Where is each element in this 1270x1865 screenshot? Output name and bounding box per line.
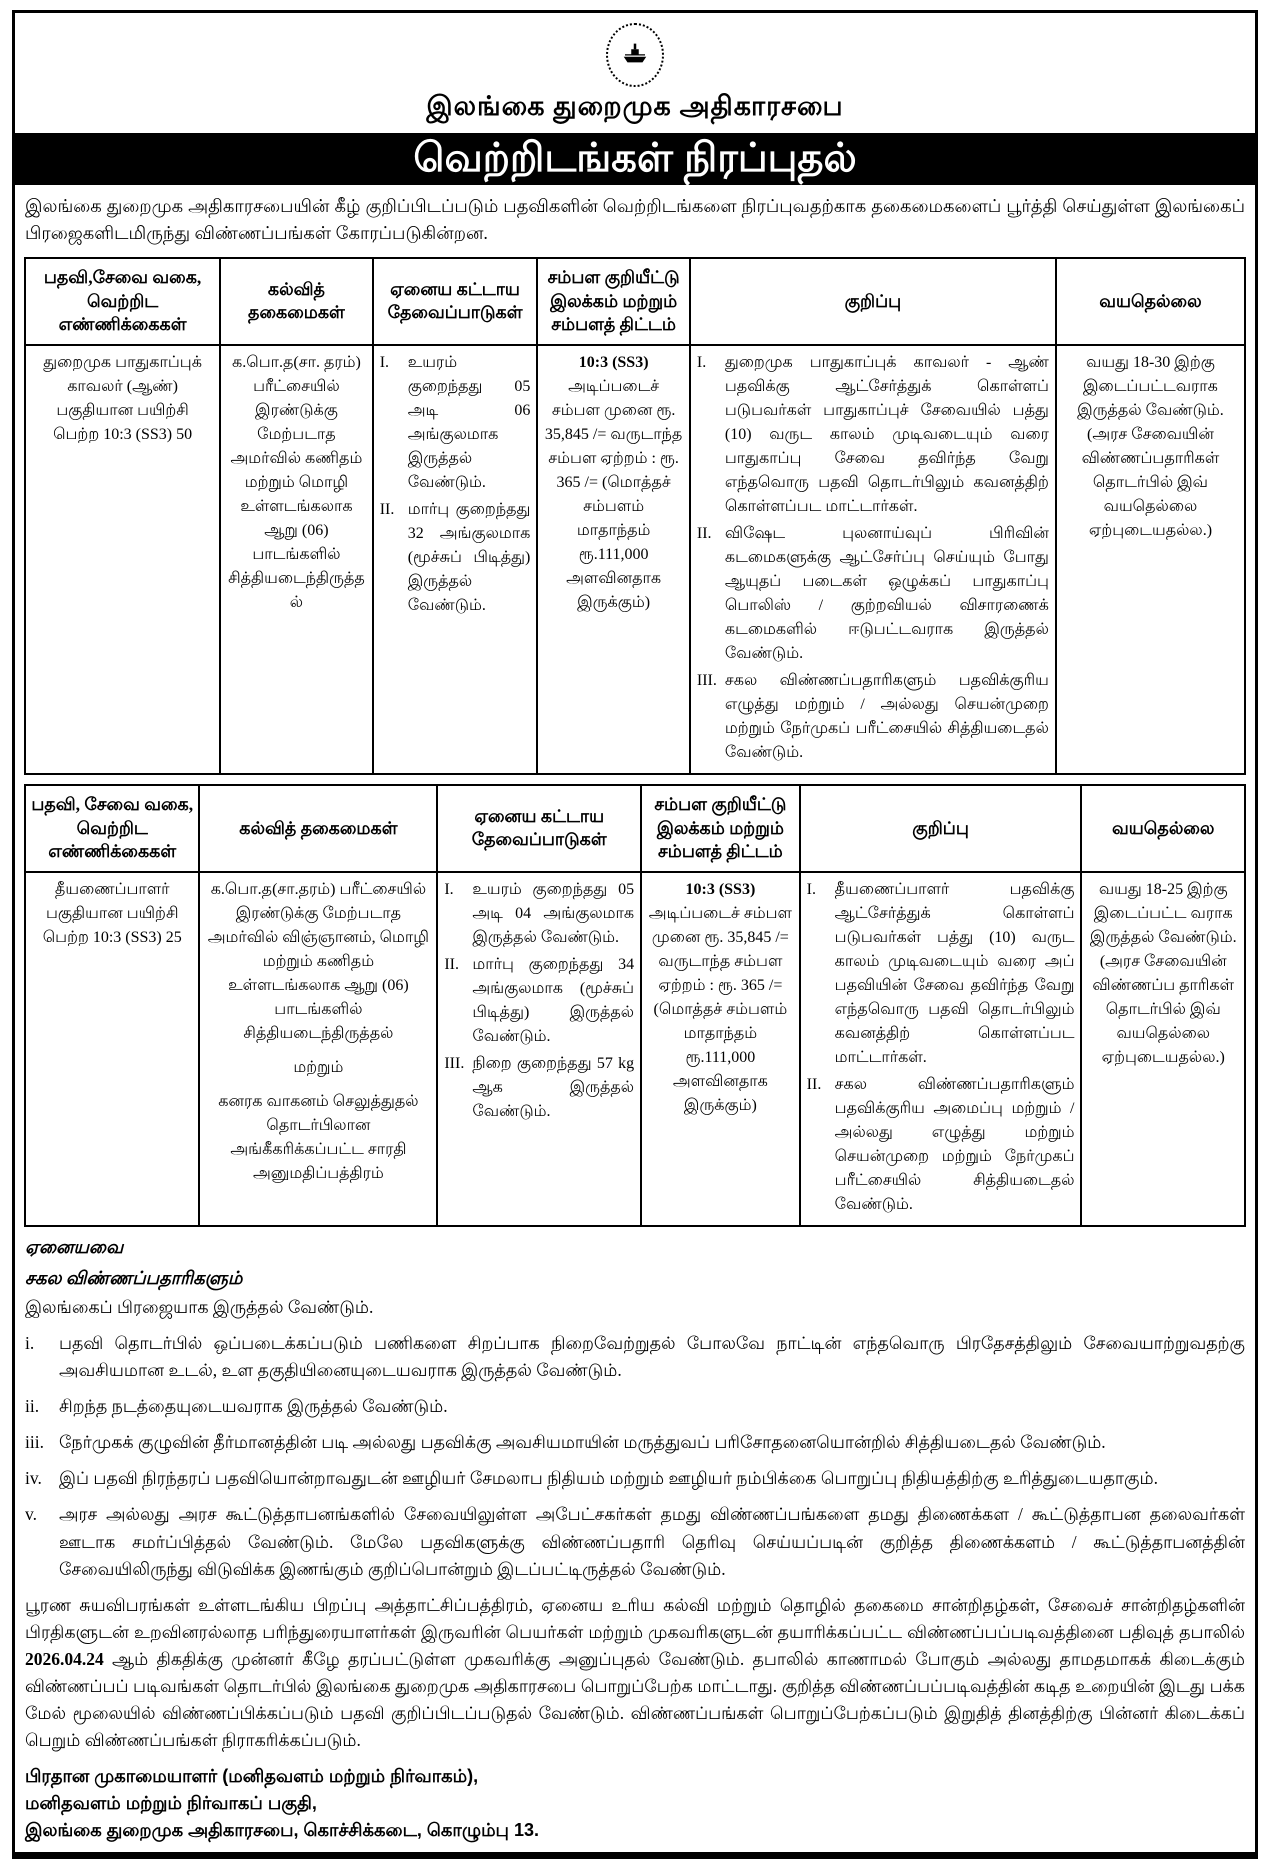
requirement-item (380, 498, 531, 618)
item-text: அரச அல்லது அரச கூட்டுத்தாபனங்களில் சேவையிலுள்ள அபேட்சகர்கள் தமது விண்ணப்பங்களை தமது திணைக்கள / கூட்டுத்தாபன தலைவர்கள் ஊடாக சமர்ப்பித்தல் வேண்டும். மேலே பதவிகளுக்கு விண்ணப்பதாரி தெரிவு செய்யப்படின் குறித்த திணைக்களம் / கூட்டுத்தாபனத்தின் சேவையிலிருந்து விடுவிக்க இணங்கும் குறிப்பொன்றும் இடப்பட்டிருத்தல் வேண்டும். (59, 1504, 1245, 1579)
signature-block (25, 1763, 1245, 1844)
signatory-title: பிரதான முகாமையாளர் (மனிதவளம் மற்றும் நிர்வாகம்), (25, 1765, 479, 1786)
item-text: நிறை குறைந்தது 57 kg ஆக இருத்தல் வேண்டும். (472, 1054, 635, 1120)
item-text: துறைமுக பாதுகாப்புக் காவலர் - ஆண் பதவிக்கு ஆட்சேர்த்துக் கொள்ளப் படுபவர்கள் பாதுகாப்புச் சேவையில் பத்து (10) வருட காலம் முடிவடையும் வரை பாதுகாப்பு சேவை தவிர்ந்த வேறு எந்தவொரு பதவி தொடர்பிலும் கவனத்திற் கொள்ளப்பட மாட்டார்கள். (724, 353, 1049, 515)
table2-header-education: கல்வித் தகைமைகள் (199, 785, 437, 872)
item-marker: III. (696, 671, 717, 689)
table2-cell-education (199, 872, 437, 1226)
citizenship-requirement: இலங்கைப் பிரஜையாக இருத்தல் வேண்டும். (25, 1296, 374, 1317)
vacancy-table-2 (24, 784, 1246, 1227)
item-marker: III. (444, 1054, 465, 1072)
item-marker: II. (379, 500, 395, 518)
note-item (807, 878, 1075, 1070)
table1-cell-post: துறைமுக பாதுகாப்புக் காவலர் (ஆண்) பகுதியான பயிற்சி பெற்ற 10:3 (SS3) 50 (25, 345, 220, 774)
table1-row-port-security-guard (25, 345, 1245, 774)
education-block: கனரக வாகனம் செலுத்துதல் தொடர்பிலான அங்கீகரிக்கப்பட்ட சாரதி அனுமதிப்பத்திரம் (218, 1092, 419, 1182)
table1-header-other: ஏனைய கட்டாய தேவைப்பாடுகள் (373, 258, 538, 345)
table1-cell-notes (690, 345, 1056, 774)
requirement-item (444, 1052, 634, 1124)
salary-body: அடிப்படைச் சம்பள முனை ரூ. 35,845 /= வருடாந்த சம்பள ஏற்றம் : ரூ. 365 /= (மொத்தச் சம்பளம் மாதாந்தம் ரூ.111,000 அளவினதாக இருக்கும்) (648, 904, 792, 1114)
table2-cell-notes (800, 872, 1082, 1226)
item-marker: I. (806, 880, 816, 898)
application-instructions (25, 1592, 1245, 1755)
table1-header-age: வயதெல்லை (1056, 258, 1245, 345)
item-text: தீயணைப்பாளர் பதவிக்கு ஆட்சேர்த்துக் கொள்ளப் படுபவர்கள் பத்து (10) வருட காலம் முடிவடையும் வரை அப் பதவியின் சேவை தவிர்ந்த வேறு எந்தவொரு பதவி தொடர்பிலும் கவனத்திற் கொள்ளப்பட மாட்டார்கள். (834, 880, 1075, 1066)
masthead (24, 19, 1246, 128)
signatory-division: மனிதவளம் மற்றும் நிர்வாகப் பகுதி, (25, 1792, 317, 1813)
signatory-address: இலங்கை துறைமுக அதிகாரசபை, கொச்சிக்கடை, கொழும்பு 13. (25, 1819, 539, 1840)
salary-body: அடிப்படைச் சம்பள முனை ரூ. 35,845 /= வருடாந்த சம்பள ஏற்றம் : ரூ. 365 /= (மொத்தச் சம்பளம் மாதாந்தம் ரூ.111,000 அளவினதாக இருக்கும்) (544, 377, 683, 611)
salary-code: 10:3 (SS3) (685, 880, 756, 898)
item-text: இப் பதவி நிரந்தரப் பதவியொன்றாவதுடன் ஊழியர் சேமலாப நிதியம் மற்றும் ஊழியர் நம்பிக்கை பொறுப்பு நிதியத்திற்கு உரித்துடையதாகும். (59, 1468, 1158, 1489)
requirement-item (380, 351, 531, 495)
note-item (807, 1073, 1075, 1217)
vacancy-table-1 (24, 257, 1246, 775)
item-text: மார்பு குறைந்தது 32 அங்குலமாக (மூச்சுப் பிடித்து) இருத்தல் வேண்டும். (407, 500, 531, 614)
item-marker: i. (25, 1332, 35, 1353)
all-applicants-subheading: சகல விண்ணப்பதாரிகளும் (25, 1267, 243, 1288)
condition-item-v (25, 1501, 1245, 1582)
item-text: மார்பு குறைந்தது 34 அங்குலமாக (மூச்சுப் பிடித்து) இருத்தல் வேண்டும். (472, 955, 635, 1045)
item-marker: II. (444, 955, 459, 973)
education-block: மற்றும் (293, 1058, 344, 1076)
instructions-part2: ஆம் திகதிக்கு முன்னர் கீழே தரப்பட்டுள்ள முகவரிக்கு அனுப்புதல் வேண்டும். தபாலில் காணாமல் போகும் அல்லது தாமதமாகக் கிடைக்கும் விண்ணப்பப் படிவங்கள் தொடர்பில் இலங்கை துறைமுக அதிகாரசபை பொறுப்பேற்க மாட்டாது. குறித்த விண்ணப்பப்படிவத்தின் கடித உறையின் இடது பக்க மேல் மூலையில் விண்ணப்பிக்கப்படும் பதவி குறிப்பிடப்படுதல் வேண்டும். விண்ணப்பங்கள் பொறுப்பேற்கப்படும் இறுதித் தினத்திற்கு பின்னர் கிடைக்கப் பெறும் விண்ணப்பங்கள் நிராகரிக்கப்படும். (25, 1649, 1245, 1751)
table2-cell-salary (641, 872, 800, 1226)
table1-cell-other-requirements (373, 345, 538, 774)
item-text: சகல விண்ணப்பதாரிகளும் பதவிக்குரிய அமைப்பு மற்றும் / அல்லது எழுத்து மற்றும் செயன்முறை மற்றும் நேர்முகப் பரீட்சையில் சித்தியடைதல் வேண்டும். (834, 1075, 1075, 1213)
table2-header-row (25, 785, 1245, 872)
requirement-item (444, 953, 634, 1049)
table2-cell-age: வயது 18-25 இற்கு இடைப்பட்ட வராக இருத்தல் வேண்டும். (அரச சேவையின் விண்ணப்ப தாரிகள் தொடர்பில் இவ் வயதெல்லை ஏற்புடையதல்ல.) (1081, 872, 1245, 1226)
note-item (697, 522, 1049, 666)
table2-header-other: ஏனைய கட்டாய தேவைப்பாடுகள் (437, 785, 641, 872)
ship-emblem-icon (620, 38, 650, 73)
item-marker: v. (25, 1504, 37, 1525)
banner-title: வெற்றிடங்கள் நிரப்புதல் (15, 133, 1255, 185)
item-text: உயரம் குறைந்தது 05 அடி 04 அங்குலமாக இருத்தல் வேண்டும். (472, 880, 635, 946)
condition-item-iii (25, 1429, 1245, 1456)
others-heading: ஏனையவை (25, 1236, 124, 1257)
table2-header-salary: சம்பள குறியீட்டு இலக்கம் மற்றும் சம்பளத் திட்டம் (641, 785, 800, 872)
ports-authority-logo (606, 23, 664, 87)
item-text: பதவி தொடர்பில் ஒப்படைக்கப்படும் பணிகளை சிறப்பாக நிறைவேற்றுதல் போலவே நாட்டின் எந்தவொரு பிரதேசத்திலும் சேவையாற்றுவதற்கு அவசியமான உடல், உள தகுதியினையுடையவராக இருத்தல் வேண்டும். (59, 1332, 1245, 1380)
item-marker: ii. (25, 1396, 40, 1416)
page-border-frame (12, 10, 1258, 1859)
table1-header-row (25, 258, 1245, 345)
table2-cell-other-requirements (437, 872, 641, 1226)
table1-header-post: பதவி,சேவை வகை, வெற்றிட எண்ணிக்கைகள் (25, 258, 220, 345)
table2-header-age: வயதெல்லை (1081, 785, 1245, 872)
item-text: நேர்முகக் குழுவின் தீர்மானத்தின் படி அல்லது பதவிக்கு அவசியமாயின் மருத்துவப் பரிசோதனையொன்றில் சித்தியடைதல் வேண்டும். (59, 1432, 1106, 1453)
table1-cell-education: க.பொ.த(சா. தரம்) பரீட்சையில் இரண்டுக்கு மேற்படாத அமர்வில் கணிதம் மற்றும் மொழி உள்ளடங்கலாக ஆறு (06) பாடங்களில் சித்தியடைந்திருத்தல் (220, 345, 373, 774)
item-text: சகல விண்ணப்பதாரிகளும் பதவிக்குரிய எழுத்து மற்றும் / அல்லது செயன்முறை மற்றும் நேர்முகப் பரீட்சையில் சித்தியடைதல் வேண்டும். (724, 671, 1049, 761)
instructions-part1: பூரண சுயவிபரங்கள் உள்ளடங்கிய பிறப்பு அத்தாட்சிப்பத்திரம், ஏனைய உரிய கல்வி மற்றும் தொழில் தகைமை சான்றிதழ்கள், சேவைச் சான்றிதழ்களின் பிரதிகளுடன் உறவினரல்லாத பரிந்துரையாளர்கள் இருவரின் பெயர்கள் மற்றும் முகவரிகளுடன் தயாரிக்கப்பட்ட விண்ணப்பப்படிவத்தினை பதிவுத் தபாலில் (25, 1594, 1246, 1642)
item-marker: iv. (25, 1468, 42, 1489)
condition-item-i (25, 1330, 1245, 1384)
item-marker: I. (444, 880, 454, 898)
item-marker: I. (696, 353, 707, 371)
item-marker: II. (696, 524, 712, 542)
table1-cell-salary (537, 345, 690, 774)
item-marker: II. (806, 1075, 822, 1093)
table1-header-salary: சம்பள குறியீட்டு இலக்கம் மற்றும் சம்பளத் திட்டம் (537, 258, 690, 345)
table2-row-fireman (25, 872, 1245, 1226)
table1-header-notes: குறிப்பு (690, 258, 1056, 345)
intro-paragraph: இலங்கை துறைமுக அதிகாரசபையின் கீழ் குறிப்பிடப்படும் பதவிகளின் வெற்றிடங்களை நிரப்புவதற்காக தகைமைகளைப் பூர்த்தி செய்துள்ள இலங்கைப் பிரஜைகளிடமிருந்து விண்ணப்பங்கள் கோரப்படுகின்றன. (25, 196, 1245, 243)
education-block: க.பொ.த(சா.தரம்) பரீட்சையில் இரண்டுக்கு மேற்படாத அமர்வில் விஞ்ஞானம், மொழி மற்றும் கணிதம் உள்ளடங்கலாக ஆறு (06) பாடங்களில் சித்தியடைந்திருத்தல் (207, 880, 430, 1042)
condition-item-iv (25, 1465, 1245, 1492)
note-item (697, 669, 1049, 765)
item-marker: I. (379, 353, 390, 371)
table2-cell-post: தீயணைப்பாளர் பகுதியான பயிற்சி பெற்ற 10:3 (SS3) 25 (25, 872, 199, 1226)
table2-header-post: பதவி, சேவை வகை, வெற்றிட எண்ணிக்கைகள் (25, 785, 199, 872)
item-text: சிறந்த நடத்தையுடையவராக இருத்தல் வேண்டும். (59, 1396, 448, 1416)
condition-item-ii (25, 1393, 1245, 1420)
application-deadline-date: 2026.04.24 (25, 1649, 104, 1669)
table1-cell-age: வயது 18-30 இற்கு இடைப்பட்டவராக இருத்தல் வேண்டும். (அரச சேவையின் விண்ணப்பதாரிகள் தொடர்பில் இவ் வயதெல்லை ஏற்புடையதல்ல.) (1056, 345, 1245, 774)
table1-header-education: கல்வித் தகைமைகள் (220, 258, 373, 345)
note-item (697, 351, 1049, 519)
table2-header-notes: குறிப்பு (800, 785, 1082, 872)
requirement-item (444, 878, 634, 950)
item-text: உயரம் குறைந்தது 05 அடி 06 அங்குலமாக இருத்தல் வேண்டும். (407, 353, 531, 491)
item-marker: iii. (25, 1432, 44, 1453)
item-text: விஷேட புலனாய்வுப் பிரிவின் கடமைகளுக்கு ஆட்சேர்ப்பு செய்யும் போது ஆயுதப் படைகள் ஒழுக்கப் பாதுகாப்பு பொலிஸ் / குற்றவியல் விசாரணைக் கடமைகளில் ஈடுபட்டவராக இருத்தல் வேண்டும். (724, 524, 1049, 662)
organization-name: இலங்கை துறைமுக அதிகாரசபை (426, 91, 844, 121)
salary-code: 10:3 (SS3) (578, 353, 649, 371)
